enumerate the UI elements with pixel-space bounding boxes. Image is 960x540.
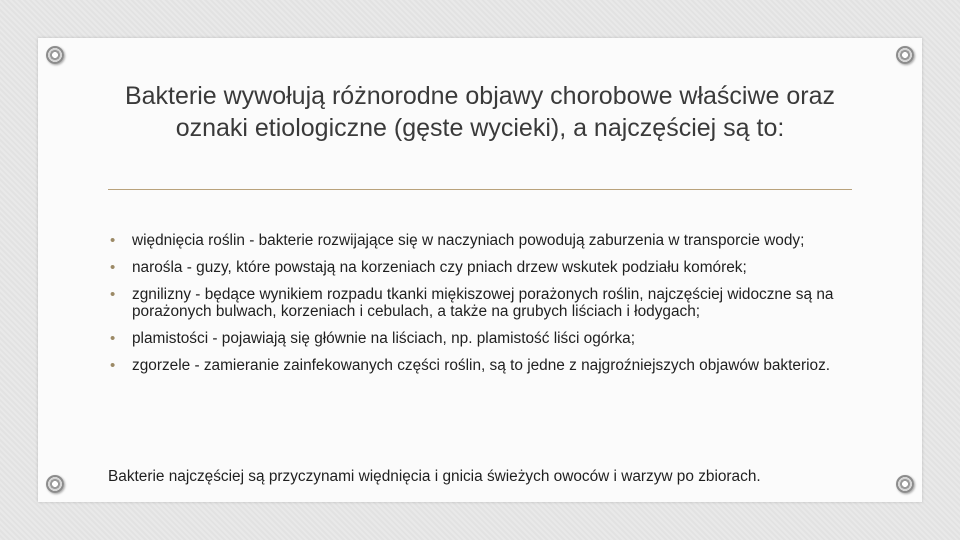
bullet-text: zgorzele - zamieranie zainfekowanych części roślin, są to jedne z najgroźniejszych objawów bakterioz. xyxy=(132,357,831,374)
list-item xyxy=(108,259,848,276)
bullet-text: narośla - guzy, które powstają na korzeniach czy pniach drzew wskutek podziału komórek; xyxy=(132,259,747,276)
list-item xyxy=(108,357,848,374)
bullet-icon: • xyxy=(110,232,116,249)
title-divider xyxy=(108,189,852,190)
slide-title: Bakterie wywołują różnorodne objawy chorobowe właściwe oraz oznaki etiologiczne (gęste wycieki), a najczęściej są to: xyxy=(124,82,836,142)
pushpin-icon xyxy=(896,46,914,64)
list-item xyxy=(108,286,848,320)
pushpin-icon xyxy=(46,46,64,64)
summary-note: Bakterie najczęściej są przyczynami więdnięcia i gnicia świeżych owoców i warzyw po zbiorach. xyxy=(108,468,761,485)
bullet-icon: • xyxy=(110,357,116,374)
bullet-icon: • xyxy=(110,286,116,303)
bullet-list xyxy=(108,232,848,384)
pushpin-icon xyxy=(46,475,64,493)
bullet-icon: • xyxy=(110,330,116,347)
bullet-text: więdnięcia roślin - bakterie rozwijające się w naczyniach powodują zaburzenia w transporcie wody; xyxy=(132,232,805,249)
bullet-icon: • xyxy=(110,259,116,276)
pushpin-icon xyxy=(896,475,914,493)
list-item xyxy=(108,330,848,347)
list-item xyxy=(108,232,848,249)
bullet-text: plamistości - pojawiają się głównie na liściach, np. plamistość liści ogórka; xyxy=(132,330,635,347)
bullet-text: zgnilizny - będące wynikiem rozpadu tkanki miękiszowej porażonych roślin, najczęściej widoczne są na porażonych bulwach, korzeniach i cebulach, a także na grubych liściach i łodygach; xyxy=(132,286,834,320)
